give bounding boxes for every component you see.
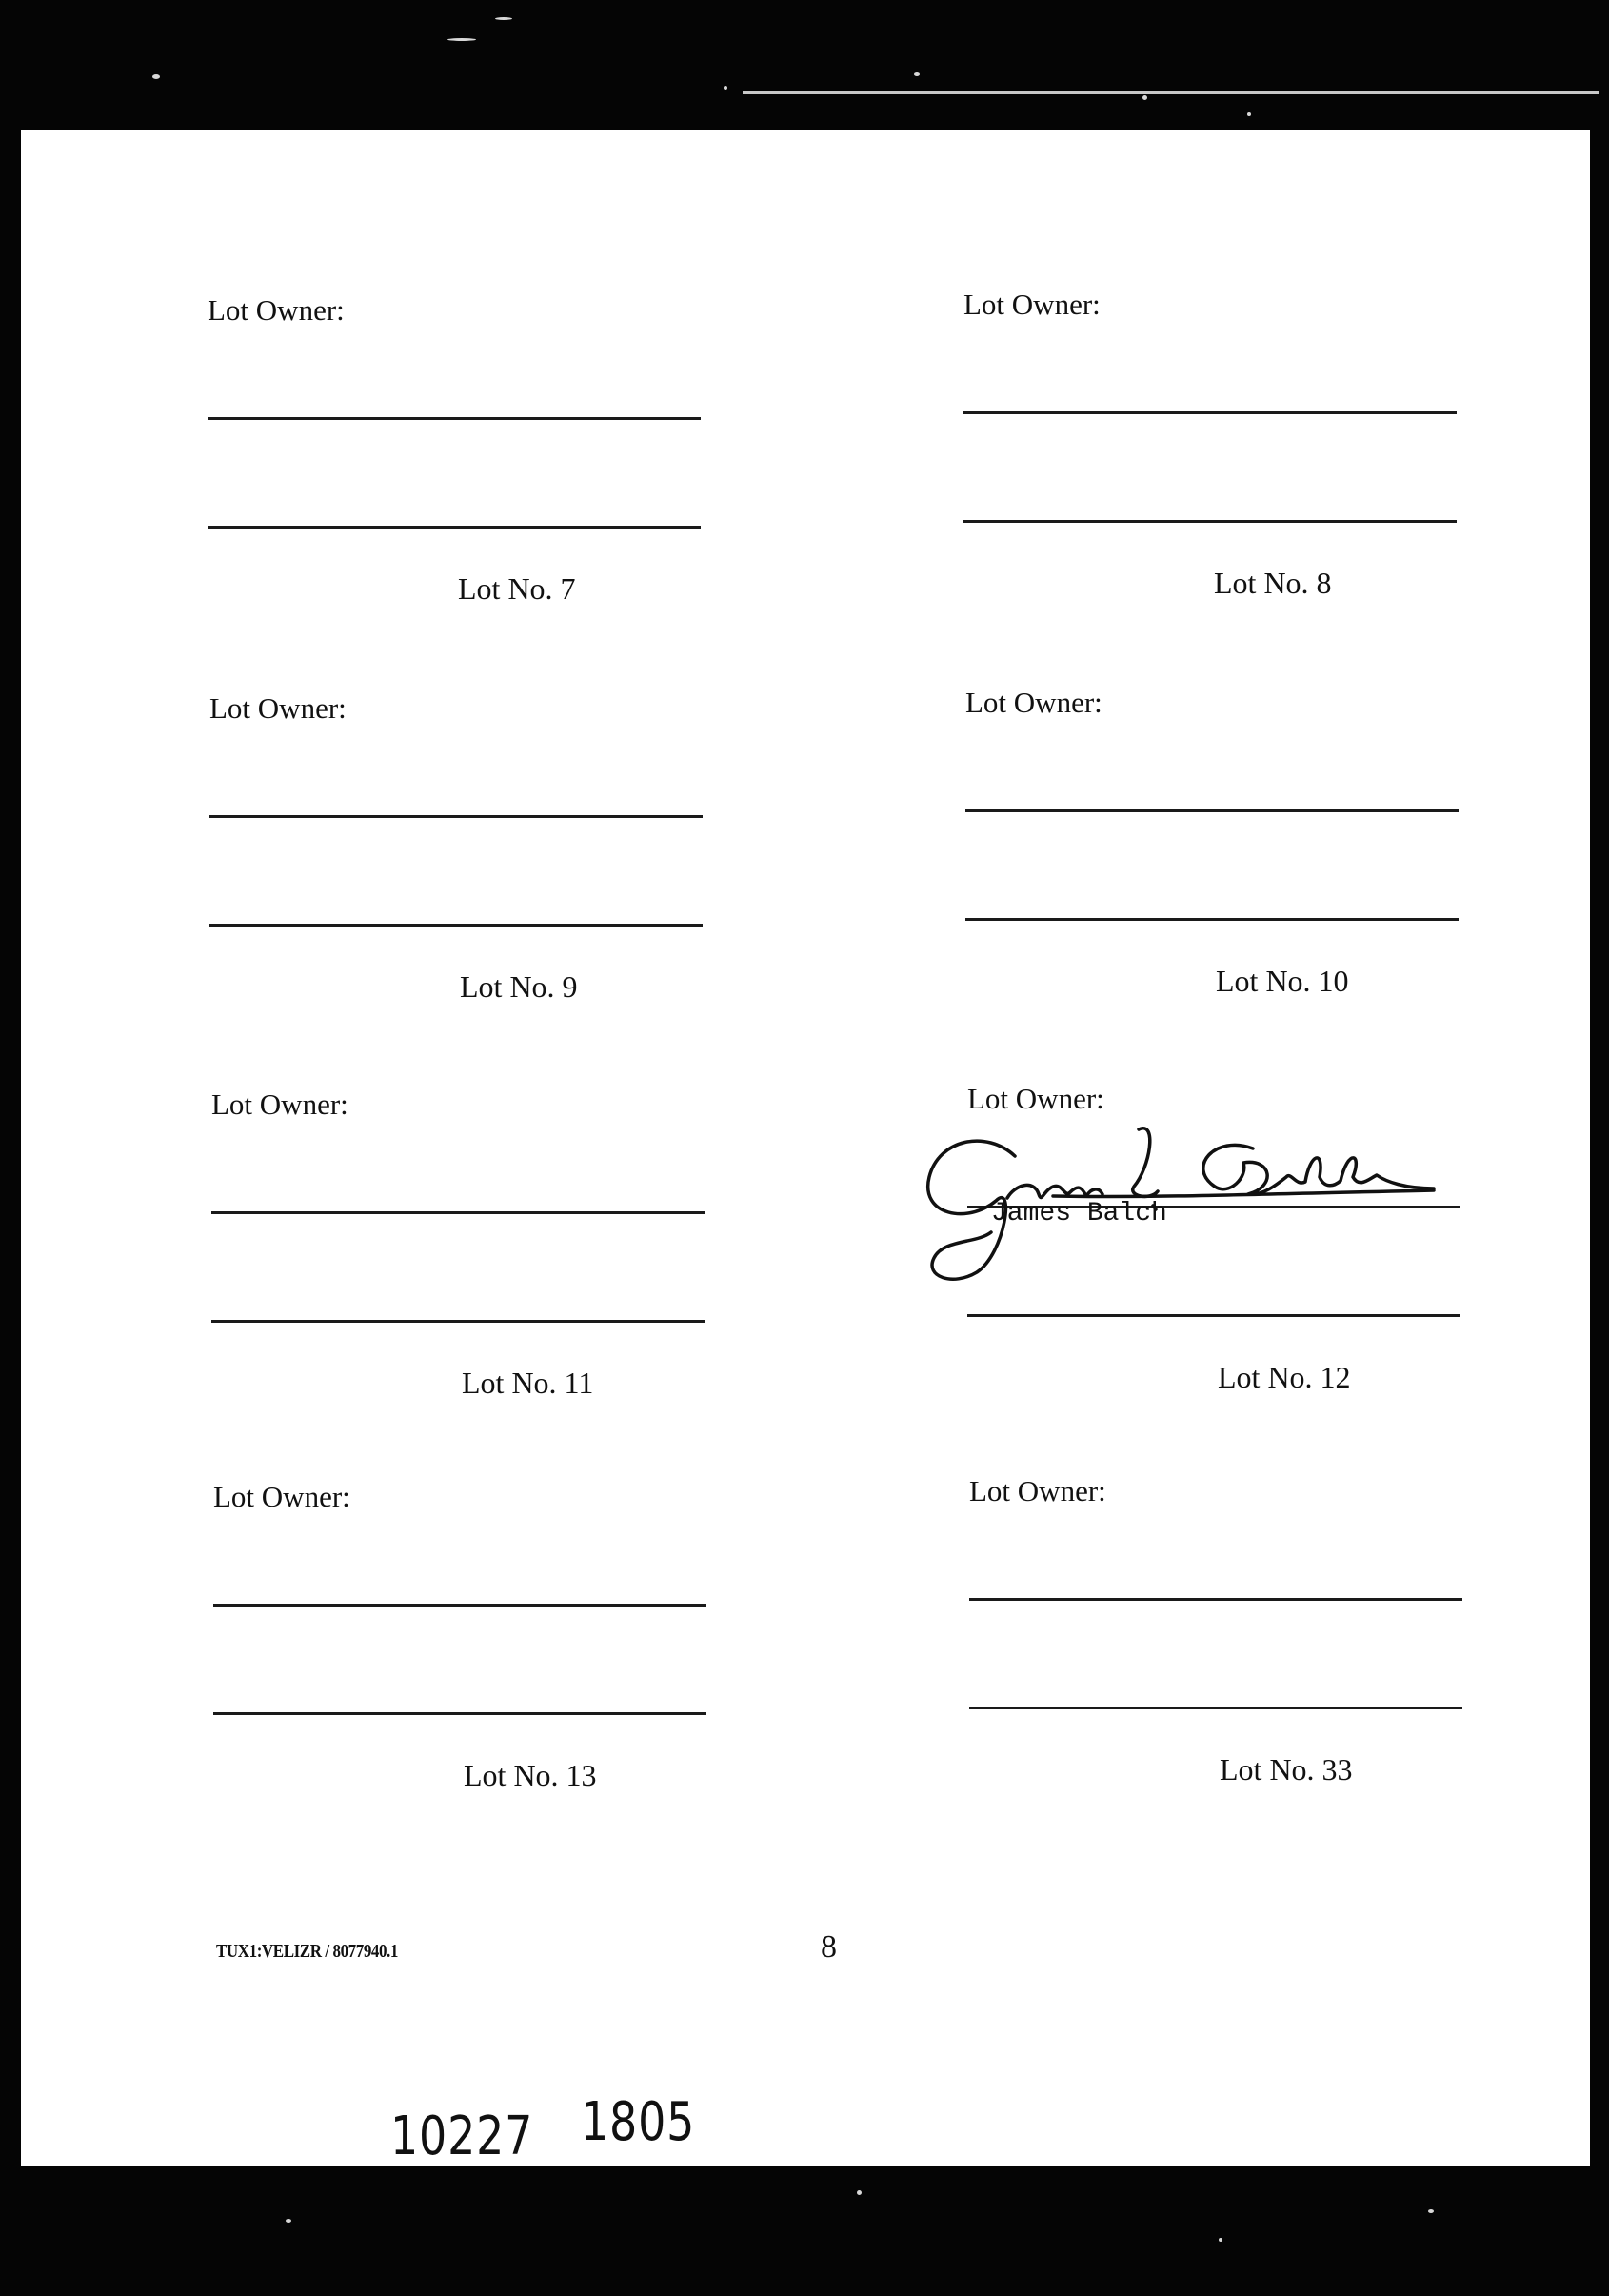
lot-owner-label: Lot Owner: bbox=[209, 691, 347, 725]
lot-block-7 bbox=[208, 293, 703, 617]
name-line bbox=[963, 520, 1457, 523]
signature-line bbox=[969, 1598, 1462, 1601]
lot-number-label: Lot No. 12 bbox=[1218, 1360, 1351, 1394]
signature-line bbox=[208, 417, 701, 420]
lot-block-12 bbox=[967, 1082, 1462, 1406]
page-number: 8 bbox=[821, 1929, 837, 1965]
lot-number-label: Lot No. 33 bbox=[1220, 1752, 1353, 1787]
lot-number-label: Lot No. 7 bbox=[458, 571, 576, 606]
signature-line bbox=[211, 1211, 705, 1214]
lot-block-8 bbox=[963, 288, 1459, 611]
lot-owner-label: Lot Owner: bbox=[967, 1082, 1104, 1115]
name-line bbox=[967, 1314, 1460, 1317]
lot-number-label: Lot No. 10 bbox=[1216, 964, 1349, 998]
document-page bbox=[21, 130, 1590, 2166]
document-id: TUX1:VELIZR / 8077940.1 bbox=[216, 1941, 398, 1962]
lot-number-label: Lot No. 9 bbox=[460, 969, 578, 1004]
signature-line bbox=[963, 411, 1457, 414]
lot-number-label: Lot No. 8 bbox=[1214, 566, 1332, 600]
recording-stamp-number: 10227 bbox=[390, 2106, 534, 2166]
lot-number-label: Lot No. 13 bbox=[464, 1758, 597, 1792]
handwritten-signature bbox=[901, 1110, 1434, 1301]
lot-owner-label: Lot Owner: bbox=[963, 288, 1101, 321]
recording-stamp-page: 1805 bbox=[581, 2091, 696, 2153]
lot-block-10 bbox=[965, 686, 1460, 1009]
lot-block-13 bbox=[213, 1480, 708, 1804]
lot-number-label: Lot No. 11 bbox=[462, 1366, 594, 1400]
name-line bbox=[965, 918, 1459, 921]
lot-owner-label: Lot Owner: bbox=[208, 293, 345, 327]
lot-block-33 bbox=[969, 1474, 1464, 1798]
signature-line bbox=[965, 809, 1459, 812]
name-line bbox=[208, 526, 701, 529]
name-line bbox=[209, 924, 703, 927]
lot-owner-label: Lot Owner: bbox=[965, 686, 1102, 719]
name-line bbox=[969, 1707, 1462, 1709]
signature-line bbox=[209, 815, 703, 818]
signature-line bbox=[213, 1604, 706, 1607]
lot-owner-label: Lot Owner: bbox=[211, 1088, 348, 1121]
lot-owner-label: Lot Owner: bbox=[969, 1474, 1106, 1507]
signer-printed-name: James Balch bbox=[991, 1199, 1167, 1228]
name-line bbox=[213, 1712, 706, 1715]
lot-block-9 bbox=[209, 691, 705, 1015]
lot-owner-label: Lot Owner: bbox=[213, 1480, 350, 1513]
lot-block-11 bbox=[211, 1088, 706, 1411]
name-line bbox=[211, 1320, 705, 1323]
